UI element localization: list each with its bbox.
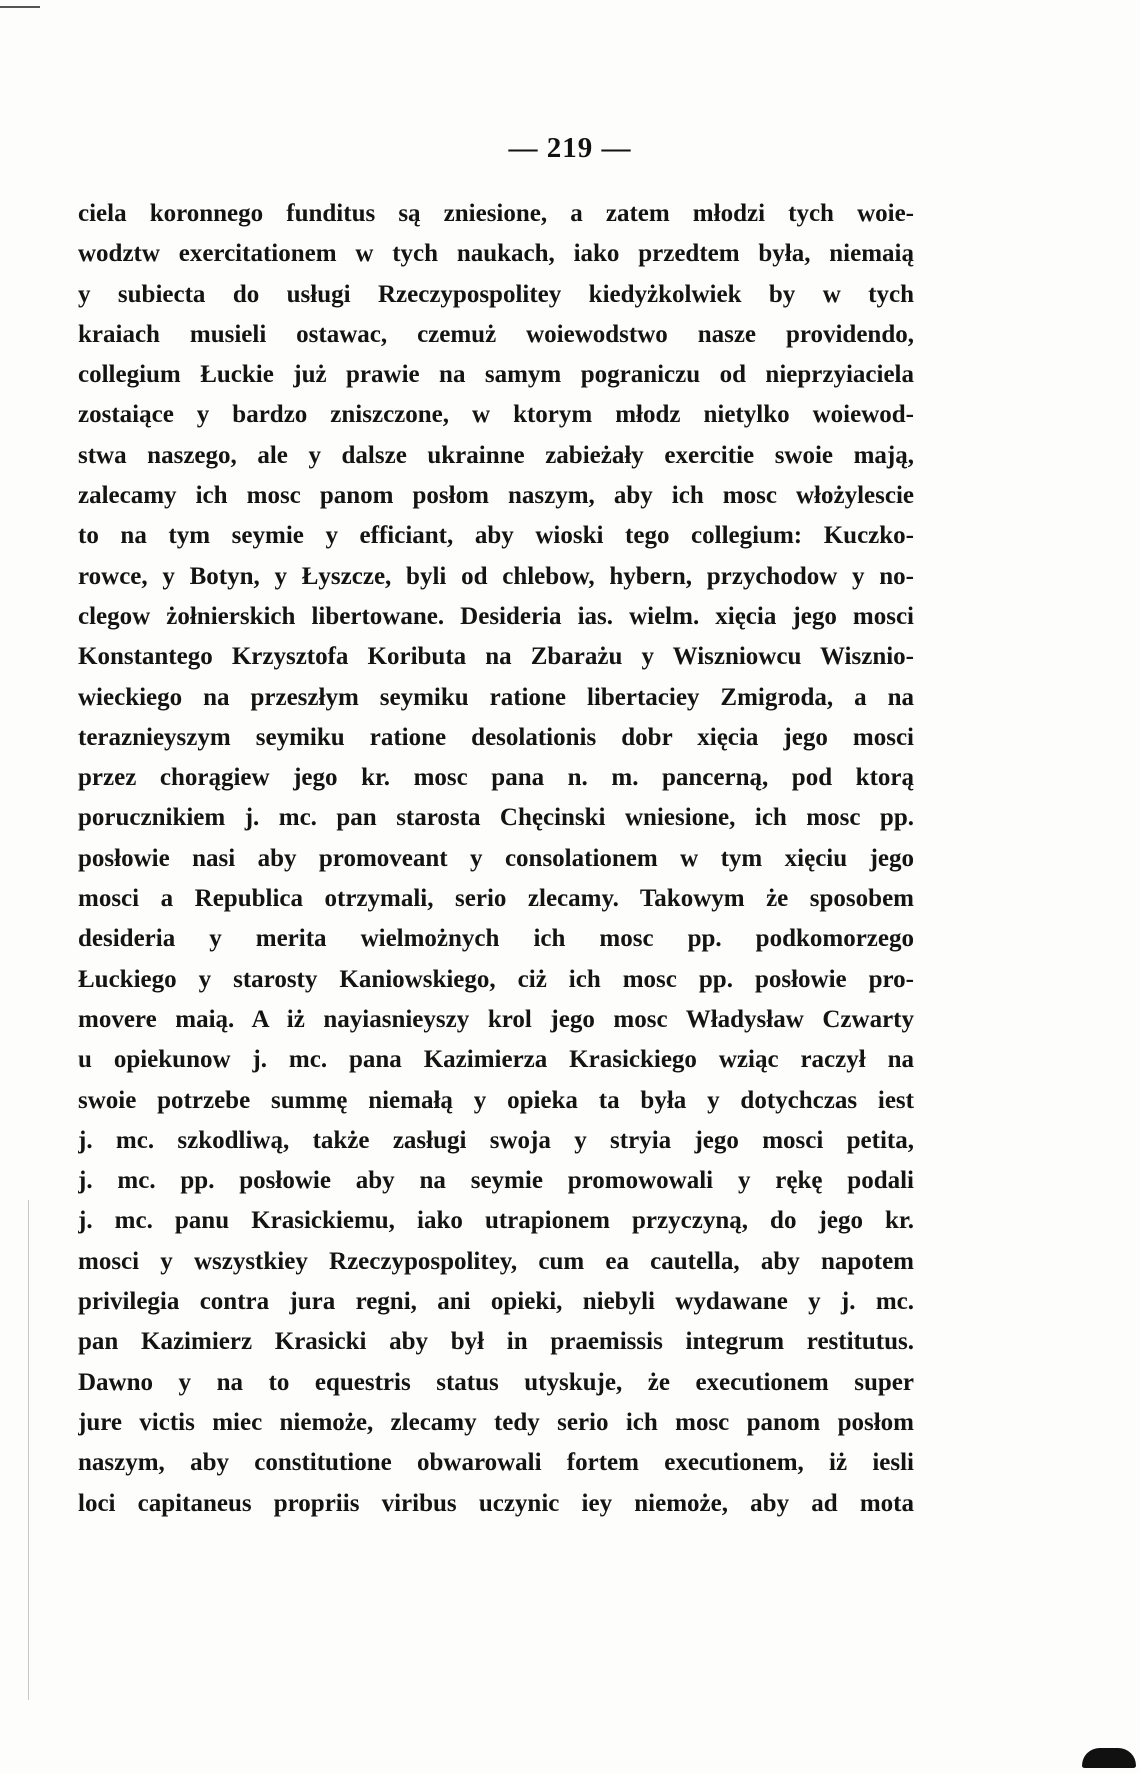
corner-scan-mark — [0, 6, 40, 8]
text-line: to na tym seymie y efficiant, aby wioski tego collegium: Kuczko- — [78, 522, 914, 550]
text-line: j. mc. pp. posłowie aby na seymie promowowali y rękę podali — [78, 1167, 914, 1195]
text-line: movere maią. A iż nayiasnieyszy krol jego mosc Władysław Czwarty — [78, 1005, 914, 1033]
text-line: naszym, aby constitutione obwarowali fortem executionem, iż iesli — [78, 1449, 914, 1477]
text-line: posłowie nasi aby promoveant y consolationem w tym xięciu jego — [78, 844, 914, 872]
body-text — [78, 194, 914, 1524]
text-line: rowce, y Botyn, y Łyszcze, byli od chlebow, hybern, przychodow y no- — [78, 562, 914, 590]
text-line: zalecamy ich mosc panom posłom naszym, aby ich mosc włożylescie — [78, 482, 914, 510]
text-line: privilegia contra jura regni, ani opieki, niebyli wydawane y j. mc. — [78, 1288, 914, 1316]
text-line: Łuckiego y starosty Kaniowskiego, ciż ich mosc pp. posłowie pro- — [78, 965, 914, 993]
text-line: mosci a Republica otrzymali, serio zlecamy. Takowym że sposobem — [78, 885, 914, 913]
text-line: collegium Łuckie już prawie na samym pograniczu od nieprzyiaciela — [78, 361, 914, 389]
text-line: ciela koronnego funditus są zniesione, a zatem młodzi tych woie- — [78, 200, 914, 227]
text-line: y subiecta do usługi Rzeczypospolitey kiedyżkolwiek by w tych — [78, 280, 914, 308]
text-line: swoie potrzebe summę niemałą y opieka ta była y dotychczas iest — [78, 1086, 914, 1114]
text-line: teraznieyszym seymiku ratione desolationis dobr xięcia jego mosci — [78, 723, 914, 751]
text-line: j. mc. panu Krasickiemu, iako utrapionem przyczyną, do jego kr. — [78, 1207, 914, 1235]
text-line: przez chorągiew jego kr. mosc pana n. m. pancerną, pod ktorą — [78, 764, 914, 792]
text-line: wodztw exercitationem w tych naukach, iako przedtem była, niemaią — [78, 240, 914, 268]
margin-scan-line — [28, 1200, 29, 1700]
text-line: wieckiego na przeszłym seymiku ratione libertaciey Zmigroda, a na — [78, 683, 914, 711]
text-line: zostaiące y bardzo zniszczone, w ktorym młodz nietylko woiewod- — [78, 401, 914, 429]
text-line: kraiach musieli ostawac, czemuż woiewodstwo nasze providendo, — [78, 320, 914, 348]
text-line: mosci y wszystkiey Rzeczypospolitey, cum ea cautella, aby napotem — [78, 1247, 914, 1275]
text-line: jure victis miec niemoże, zlecamy tedy serio ich mosc panom posłom — [78, 1408, 914, 1436]
text-line: stwa naszego, ale y dalsze ukrainne zabieżały exercitie swoie mają, — [78, 441, 914, 469]
text-line: porucznikiem j. mc. pan starosta Chęcinski wniesione, ich mosc pp. — [78, 804, 914, 832]
text-line: loci capitaneus propriis viribus uczynic iey niemoże, aby ad mota — [78, 1489, 914, 1517]
ink-blot — [1082, 1748, 1136, 1768]
text-line: j. mc. szkodliwą, także zasługi swoja y stryia jego mosci petita, — [78, 1126, 914, 1154]
text-line: clegow żołnierskich libertowane. Desideria ias. wielm. xięcia jego mosci — [78, 602, 914, 630]
text-line: Dawno y na to equestris status utyskuje, że executionem super — [78, 1368, 914, 1396]
text-line: u opiekunow j. mc. pana Kazimierza Krasickiego wziąc raczył na — [78, 1046, 914, 1074]
text-line: Konstantego Krzysztofa Koributa na Zbarażu y Wiszniowcu Wisznio- — [78, 643, 914, 671]
page-number: — 219 — — [508, 132, 632, 164]
text-line: pan Kazimierz Krasicki aby był in praemissis integrum restitutus. — [78, 1328, 914, 1356]
text-line: desideria y merita wielmożnych ich mosc pp. podkomorzego — [78, 925, 914, 953]
